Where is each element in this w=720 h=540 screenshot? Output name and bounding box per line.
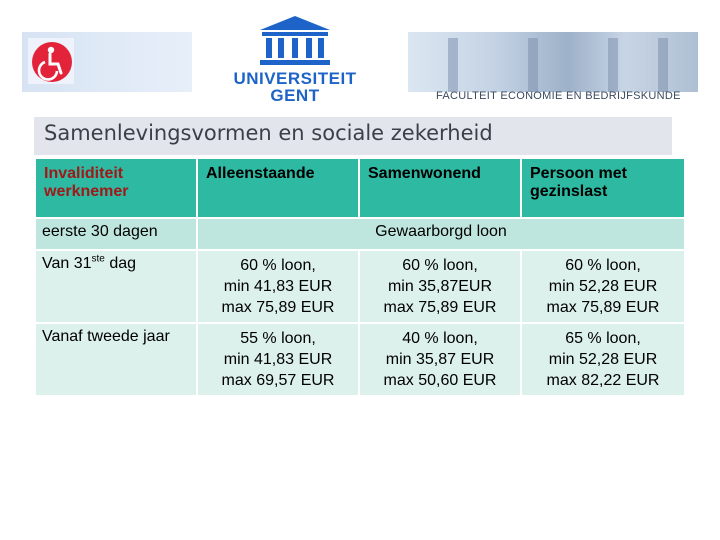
header-samenwonend: Samenwonend [359, 158, 521, 218]
table-cell: 60 % loon, min 52,28 EUR max 75,89 EUR [521, 250, 685, 323]
row-label: Vanaf tweede jaar [35, 323, 197, 396]
merged-cell: Gewaarborgd loon [197, 218, 685, 250]
header-gezinslast: Persoon met gezinslast [521, 158, 685, 218]
university-name: UNIVERSITEIT GENT [233, 69, 357, 105]
row-label: eerste 30 dagen [35, 218, 197, 250]
table-row [35, 218, 685, 250]
page-title: Samenlevingsvormen en sociale zekerheid [44, 121, 493, 145]
table-cell: 60 % loon, min 35,87EUR max 75,89 EUR [359, 250, 521, 323]
accessibility-icon [30, 40, 74, 84]
table-row [35, 250, 685, 323]
title-bar [34, 117, 672, 155]
benefits-table [34, 157, 686, 397]
table-row [35, 323, 685, 396]
campus-photo [408, 32, 698, 92]
table-cell: 65 % loon, min 52,28 EUR max 82,22 EUR [521, 323, 685, 396]
slide-header [0, 0, 720, 115]
university-building-icon [252, 12, 338, 68]
ugent-logo [222, 12, 368, 110]
table-cell: 40 % loon, min 35,87 EUR max 50,60 EUR [359, 323, 521, 396]
header-invaliditeit: Invaliditeit werknemer [35, 158, 197, 218]
table-cell: 55 % loon, min 41,83 EUR max 69,57 EUR [197, 323, 359, 396]
header-alleenstaande: Alleenstaande [197, 158, 359, 218]
table-cell: 60 % loon, min 41,83 EUR max 75,89 EUR [197, 250, 359, 323]
table-header-row [35, 158, 685, 218]
row-label: Van 31ste dag [35, 250, 197, 323]
accessibility-logo [22, 32, 192, 92]
faculty-name: FACULTEIT ECONOMIE EN BEDRIJFSKUNDE [436, 90, 681, 102]
